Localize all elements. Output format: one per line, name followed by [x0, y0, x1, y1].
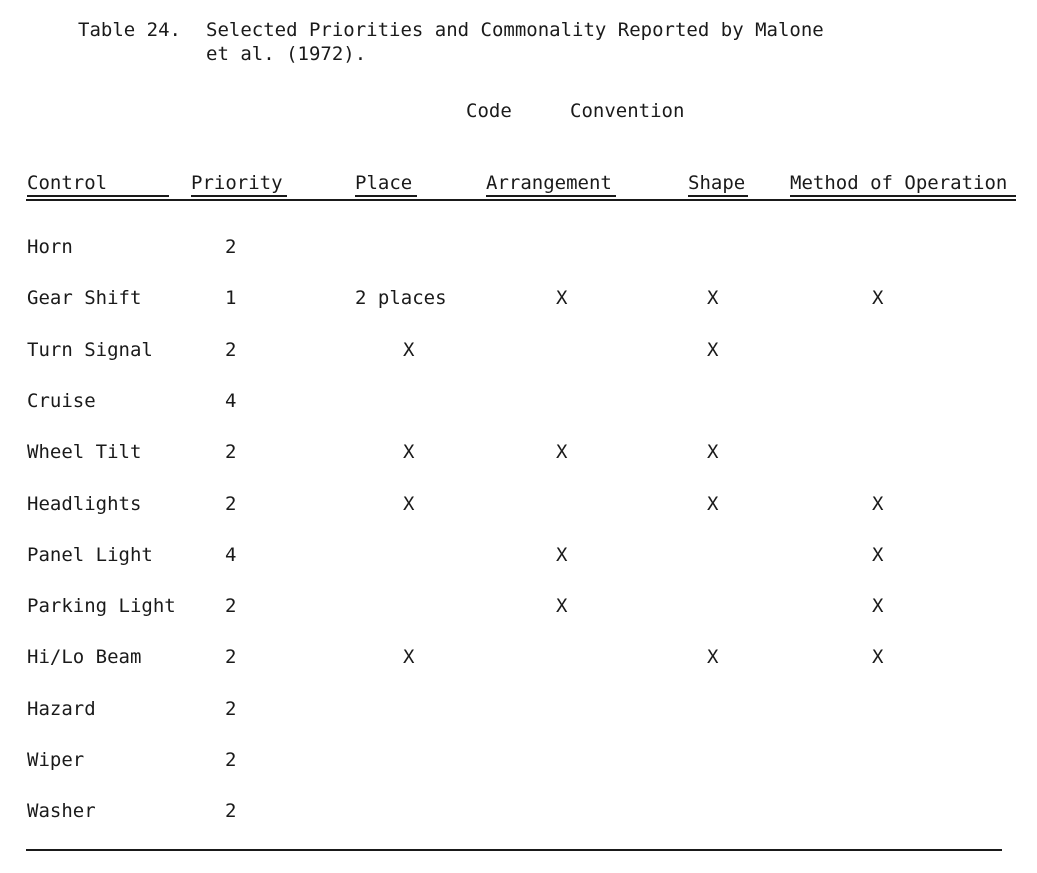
table-row — [0, 390, 1037, 420]
cell-arrangement: X — [556, 544, 568, 566]
table-row — [0, 544, 1037, 574]
table-row — [0, 698, 1037, 728]
table-label: Table 24. — [78, 19, 181, 41]
cell-control: Washer — [27, 800, 96, 822]
header-priority: Priority — [191, 172, 287, 197]
cell-control: Hazard — [27, 698, 96, 720]
header-control: Control — [27, 172, 169, 197]
header-method: Method of Operation — [790, 172, 1016, 197]
cell-place: X — [403, 493, 415, 515]
cell-priority: 2 — [225, 698, 237, 720]
table-row — [0, 441, 1037, 471]
cell-place: X — [403, 441, 415, 463]
header-place: Place — [355, 172, 417, 197]
cell-method: X — [872, 544, 884, 566]
cell-control: Cruise — [27, 390, 96, 412]
table-row — [0, 287, 1037, 317]
spanner-convention: Convention — [570, 100, 685, 122]
cell-place: 2 places — [355, 287, 447, 309]
cell-method: X — [872, 646, 884, 668]
table-row — [0, 800, 1037, 830]
cell-priority: 2 — [225, 493, 237, 515]
table-row — [0, 749, 1037, 779]
cell-shape: X — [707, 646, 719, 668]
cell-control: Panel Light — [27, 544, 153, 566]
cell-priority: 4 — [225, 390, 237, 412]
cell-priority: 4 — [225, 544, 237, 566]
cell-priority: 1 — [225, 287, 237, 309]
cell-shape: X — [707, 287, 719, 309]
table-row — [0, 339, 1037, 369]
cell-control: Horn — [27, 236, 73, 258]
header-rule — [26, 199, 1016, 201]
cell-priority: 2 — [225, 646, 237, 668]
cell-control: Hi/Lo Beam — [27, 646, 142, 668]
cell-control: Turn Signal — [27, 339, 153, 361]
cell-shape: X — [707, 441, 719, 463]
table-row — [0, 595, 1037, 625]
cell-shape: X — [707, 493, 719, 515]
cell-priority: 2 — [225, 339, 237, 361]
cell-method: X — [872, 493, 884, 515]
cell-place: X — [403, 339, 415, 361]
header-arrangement: Arrangement — [486, 172, 616, 197]
cell-place: X — [403, 646, 415, 668]
cell-control: Headlights — [27, 493, 142, 515]
cell-control: Wiper — [27, 749, 85, 771]
table-row — [0, 236, 1037, 266]
cell-priority: 2 — [225, 749, 237, 771]
table-row — [0, 493, 1037, 523]
header-shape: Shape — [688, 172, 748, 197]
cell-priority: 2 — [225, 800, 237, 822]
bottom-rule — [26, 849, 1002, 851]
caption-line-1 — [78, 18, 824, 42]
cell-priority: 2 — [225, 236, 237, 258]
cell-control: Wheel Tilt — [27, 441, 142, 463]
spanner-code: Code — [466, 100, 512, 122]
cell-method: X — [872, 595, 884, 617]
table-title: Selected Priorities and Commonality Reported by Malone — [206, 19, 824, 41]
cell-method: X — [872, 287, 884, 309]
cell-arrangement: X — [556, 287, 568, 309]
table-row — [0, 646, 1037, 676]
cell-priority: 2 — [225, 441, 237, 463]
cell-shape: X — [707, 339, 719, 361]
cell-arrangement: X — [556, 441, 568, 463]
cell-control: Parking Light — [27, 595, 176, 617]
cell-arrangement: X — [556, 595, 568, 617]
cell-priority: 2 — [225, 595, 237, 617]
cell-control: Gear Shift — [27, 287, 142, 309]
table-caption — [78, 18, 824, 66]
caption-line-2: et al. (1972). — [206, 43, 367, 65]
